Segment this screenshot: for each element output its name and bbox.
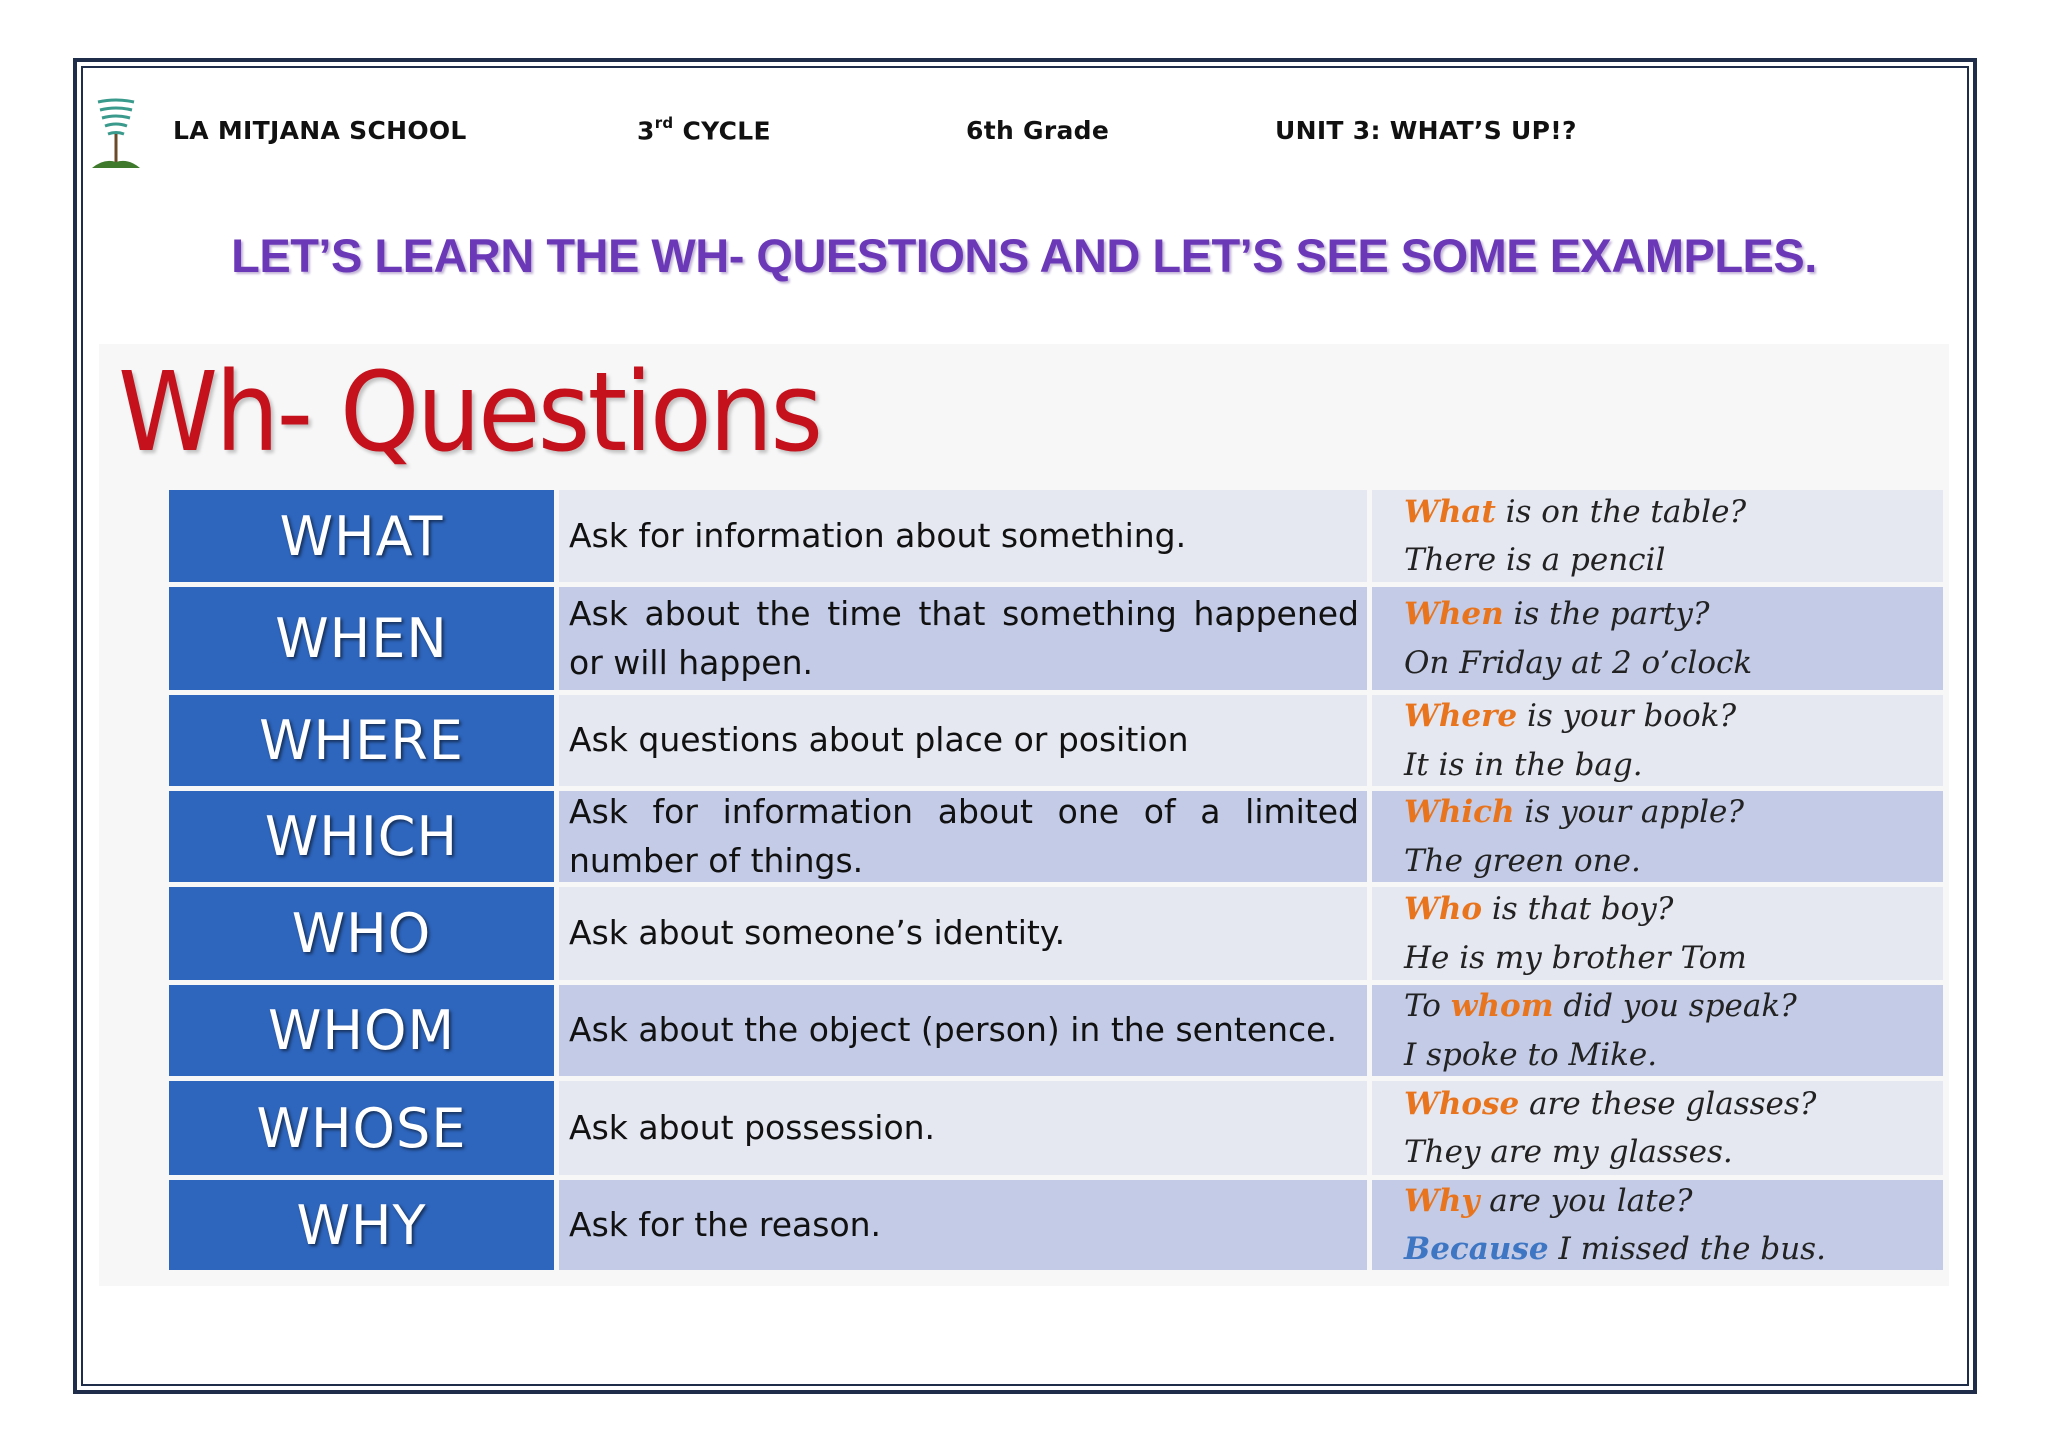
- table-row: [169, 1081, 1943, 1175]
- example-cell: [1372, 791, 1943, 882]
- example-question-word: whom: [1450, 988, 1554, 1025]
- example-answer-text: I missed the bus.: [1548, 1231, 1826, 1267]
- definition-cell: Ask about the time that something happened or will happen.: [559, 587, 1367, 690]
- example-answer: [1404, 741, 1943, 789]
- example-question-post: are you late?: [1479, 1182, 1693, 1219]
- example-question-pre: To: [1404, 988, 1451, 1025]
- example-answer-text: I spoke to Mike.: [1404, 1036, 1658, 1073]
- example-answer: [1404, 1225, 1943, 1273]
- question-word: WHO: [169, 887, 554, 980]
- example-question-post: is that boy?: [1482, 891, 1674, 928]
- example-question-post: is on the table?: [1495, 493, 1747, 530]
- example-question-post: is the party?: [1503, 596, 1710, 633]
- example-answer: [1404, 1128, 1943, 1176]
- table-row: [169, 985, 1943, 1076]
- poster-title: Wh- Questions: [118, 348, 821, 476]
- definition-cell: Ask about someone’s identity.: [559, 887, 1367, 980]
- example-answer: [1404, 837, 1943, 885]
- example-question-post: is your apple?: [1514, 794, 1744, 831]
- example-answer-text: There is a pencil: [1404, 542, 1666, 578]
- example-cell: [1372, 1180, 1943, 1270]
- example-question-post: are these glasses?: [1519, 1085, 1817, 1122]
- definition-cell: Ask for the reason.: [559, 1180, 1367, 1270]
- example-answer: [1404, 536, 1943, 584]
- example-question-post: did you speak?: [1553, 988, 1797, 1025]
- cycle-number: 3: [637, 116, 655, 146]
- example-answer-text: They are my glasses.: [1404, 1134, 1733, 1170]
- example-answer: [1404, 934, 1943, 982]
- question-word: WHICH: [169, 791, 554, 882]
- table-row: [169, 490, 1943, 582]
- example-question-word: Whose: [1404, 1085, 1520, 1122]
- example-cell: [1372, 490, 1943, 582]
- example-question-post: is your book?: [1517, 698, 1737, 735]
- example-question-word: When: [1404, 596, 1504, 633]
- definition-cell: Ask for information about something.: [559, 490, 1367, 582]
- example-cell: [1372, 1081, 1943, 1175]
- table-row: [169, 1180, 1943, 1270]
- school-logo: [88, 98, 144, 178]
- question-word: WHOSE: [169, 1081, 554, 1175]
- example-answer-text: He is my brother Tom: [1404, 939, 1747, 976]
- example-question: [1404, 885, 1943, 933]
- example-question: [1404, 1080, 1943, 1128]
- unit-label: UNIT 3: WHAT’S UP!?: [1275, 116, 1577, 145]
- example-answer-text: On Friday at 2 o’clock: [1404, 644, 1753, 681]
- example-answer: [1404, 639, 1943, 687]
- table-row: [169, 587, 1943, 690]
- lesson-title: LET’S LEARN THE WH- QUESTIONS AND LET’S SEE SOME EXAMPLES.: [231, 229, 1817, 282]
- question-word: WHY: [169, 1180, 554, 1270]
- example-cell: [1372, 887, 1943, 980]
- example-question-word: Why: [1404, 1182, 1480, 1219]
- question-word: WHEN: [169, 587, 554, 690]
- table-row: [169, 887, 1943, 980]
- definition-cell: Ask for information about one of a limited number of things.: [559, 791, 1367, 882]
- example-question-word: Where: [1404, 698, 1518, 735]
- example-question: [1404, 488, 1943, 536]
- definition-cell: Ask about possession.: [559, 1081, 1367, 1175]
- table-row: [169, 791, 1943, 882]
- example-answer: [1404, 1031, 1943, 1079]
- cycle-ordinal: rd: [654, 114, 674, 132]
- example-cell: [1372, 985, 1943, 1076]
- definition-cell: Ask questions about place or position: [559, 695, 1367, 786]
- example-question-word: What: [1404, 493, 1496, 530]
- question-word: WHAT: [169, 490, 554, 582]
- question-word: WHERE: [169, 695, 554, 786]
- example-question: [1404, 982, 1943, 1030]
- example-cell: [1372, 695, 1943, 786]
- example-answer-word: Because: [1404, 1231, 1549, 1267]
- cycle-label: [637, 116, 771, 145]
- example-question: [1404, 590, 1943, 638]
- example-cell: [1372, 587, 1943, 690]
- example-question: [1404, 692, 1943, 740]
- example-question: [1404, 1177, 1943, 1225]
- table-row: [169, 695, 1943, 786]
- example-answer-text: The green one.: [1404, 842, 1641, 879]
- cycle-word: CYCLE: [682, 116, 771, 146]
- grade-label: 6th Grade: [966, 116, 1110, 145]
- question-word: WHOM: [169, 985, 554, 1076]
- example-answer-text: It is in the bag.: [1404, 746, 1643, 783]
- example-question: [1404, 788, 1943, 836]
- example-question-word: Who: [1404, 891, 1483, 928]
- example-question-word: Which: [1404, 794, 1515, 831]
- school-name: LA MITJANA SCHOOL: [173, 116, 467, 145]
- definition-cell: Ask about the object (person) in the sentence.: [559, 985, 1367, 1076]
